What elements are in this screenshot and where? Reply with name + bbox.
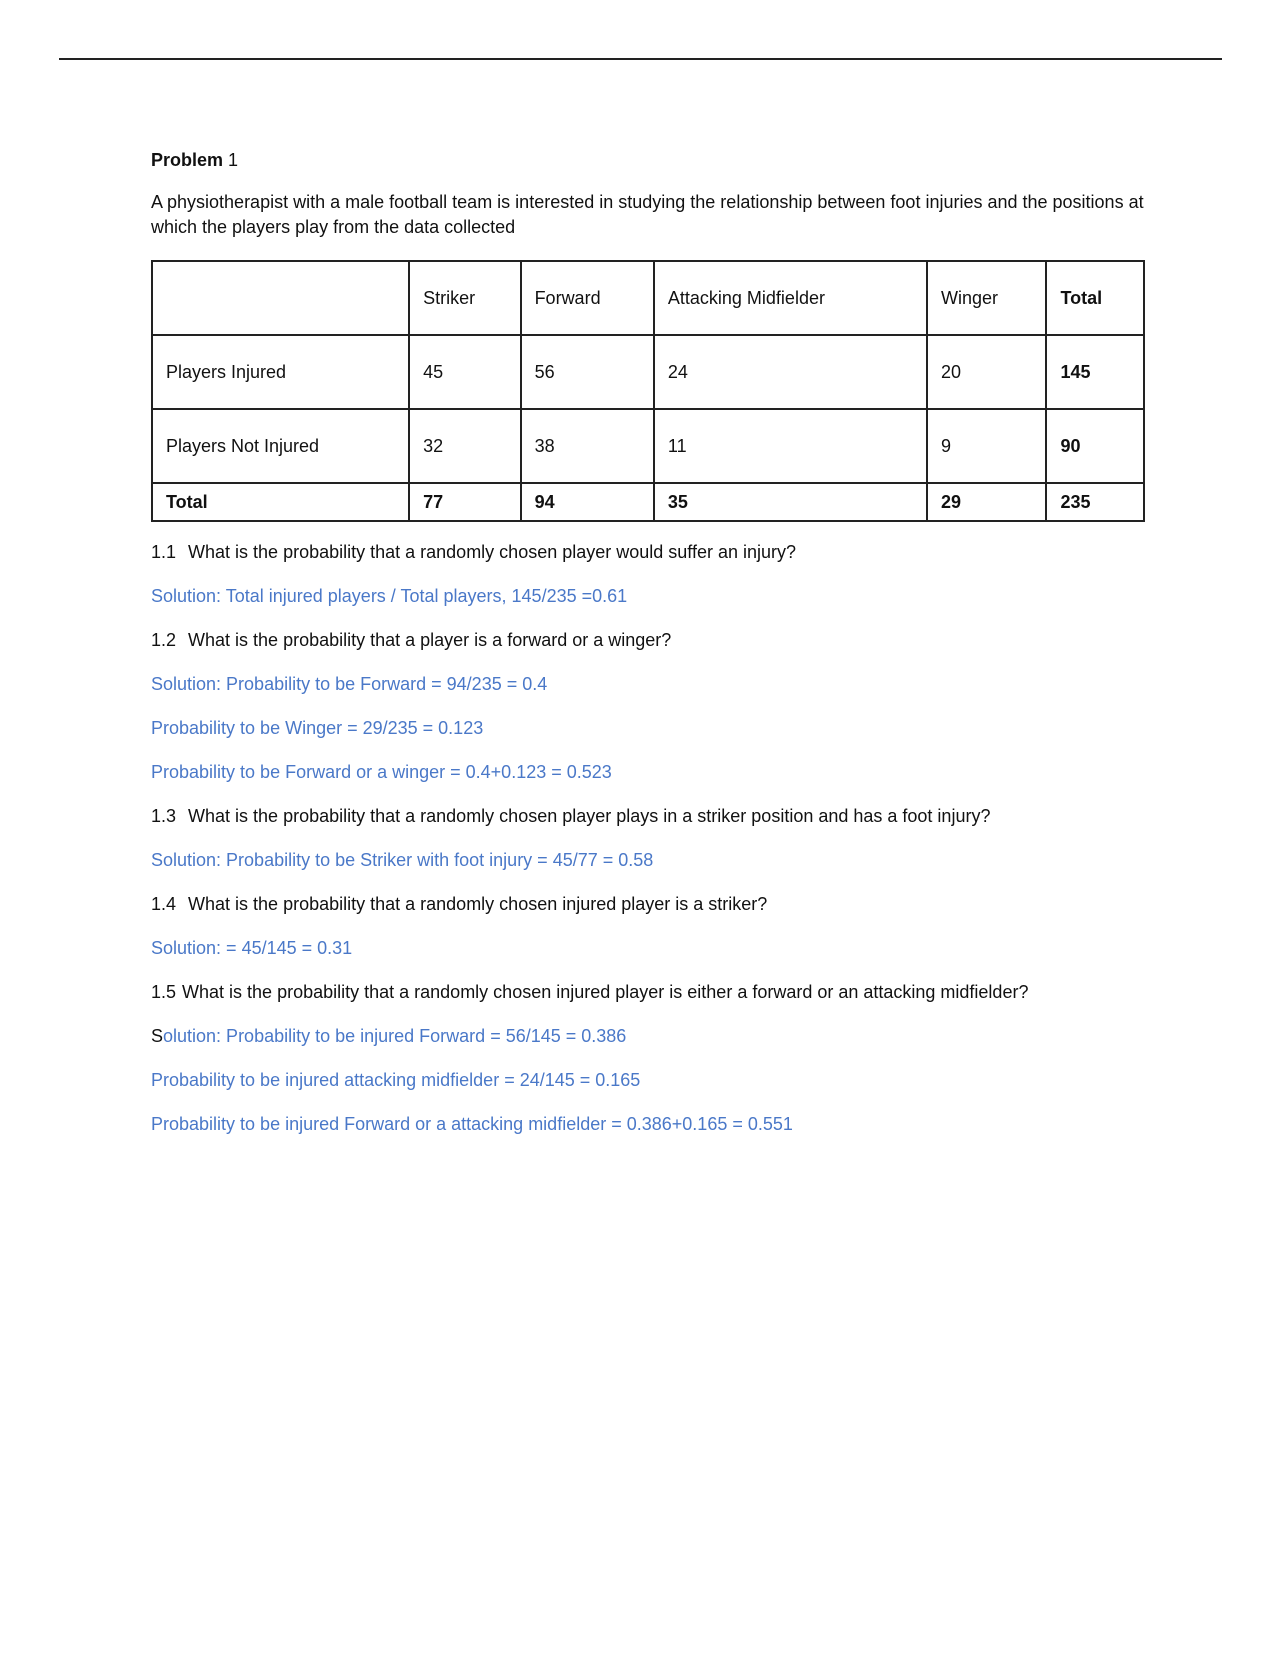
row-label: Players Injured <box>152 335 409 409</box>
solution-line: Solution: Total injured players / Total players, 145/235 =0.61 <box>151 586 628 606</box>
question-1-5 <box>151 980 1151 1004</box>
table-cell: 29 <box>927 483 1046 521</box>
question-number: 1.1 <box>151 542 177 562</box>
table-cell: 24 <box>654 335 927 409</box>
question-text: What is the probability that a randomly chosen injured player is either a forward or an attacking midfielder? <box>182 982 1029 1002</box>
table-cell: 77 <box>409 483 520 521</box>
table-cell: 32 <box>409 409 520 483</box>
table-cell: 94 <box>521 483 654 521</box>
solution-line: Solution: Probability to be Striker with foot injury = 45/77 = 0.58 <box>151 850 654 870</box>
grand-total-cell: 235 <box>1046 483 1144 521</box>
row-total-cell: 145 <box>1046 335 1144 409</box>
solution-first-letter: S <box>151 1026 164 1046</box>
problem-title <box>151 148 1151 172</box>
table-cell: 35 <box>654 483 927 521</box>
header-rule <box>59 58 1222 60</box>
question-number: 1.4 <box>151 894 177 914</box>
row-label: Total <box>152 483 409 521</box>
table-cell: 56 <box>521 335 654 409</box>
table-cell: 11 <box>654 409 927 483</box>
solution-line: Probability to be Winger = 29/235 = 0.123 <box>151 718 484 738</box>
row-total-cell: 90 <box>1046 409 1144 483</box>
question-1-1 <box>151 540 1151 564</box>
solution-line: Probability to be injured Forward or a attacking midfielder = 0.386+0.165 = 0.551 <box>151 1114 793 1134</box>
injury-table <box>151 260 1145 522</box>
table-cell: 38 <box>521 409 654 483</box>
problem-title-number: 1 <box>223 150 239 170</box>
question-text: What is the probability that a player is a forward or a winger? <box>188 630 672 650</box>
document-body <box>151 148 1151 1156</box>
table-cell: 45 <box>409 335 520 409</box>
solution-line: Probability to be injured attacking midfielder = 24/145 = 0.165 <box>151 1070 641 1090</box>
solution-line: Probability to be Forward or a winger = 0.4+0.123 = 0.523 <box>151 762 612 782</box>
question-text: What is the probability that a randomly chosen injured player is a striker? <box>188 894 768 914</box>
table-header-cell: Attacking Midfielder <box>654 261 927 335</box>
row-label: Players Not Injured <box>152 409 409 483</box>
solution-text: olution: Probability to be injured Forward = 56/145 = 0.386 <box>163 1026 627 1046</box>
question-number: 1.5 <box>151 982 177 1002</box>
question-text: What is the probability that a randomly chosen player plays in a striker position and has a foot injury? <box>188 806 991 826</box>
table-cell: 9 <box>927 409 1046 483</box>
table-row <box>152 335 1144 409</box>
table-header-cell: Winger <box>927 261 1046 335</box>
solution-line <box>151 1024 1151 1048</box>
question-1-2 <box>151 628 1151 652</box>
table-header-row <box>152 261 1144 335</box>
table-header-cell: Striker <box>409 261 520 335</box>
table-cell: 20 <box>927 335 1046 409</box>
question-text: What is the probability that a randomly chosen player would suffer an injury? <box>188 542 797 562</box>
problem-title-label: Problem <box>151 150 224 170</box>
solution-line: Solution: Probability to be Forward = 94/235 = 0.4 <box>151 674 548 694</box>
question-1-4 <box>151 892 1151 916</box>
question-number: 1.3 <box>151 806 177 826</box>
solution-line: Solution: = 45/145 = 0.31 <box>151 938 353 958</box>
problem-intro: A physiotherapist with a male football team is interested in studying the relationship between foot injuries and the positions at which the players play from the data collected <box>151 192 1144 237</box>
table-total-row <box>152 483 1144 521</box>
table-header-cell: Total <box>1046 261 1144 335</box>
table-row <box>152 409 1144 483</box>
question-1-3 <box>151 804 1151 828</box>
table-header-cell <box>152 261 409 335</box>
table-header-cell: Forward <box>521 261 654 335</box>
question-number: 1.2 <box>151 630 177 650</box>
